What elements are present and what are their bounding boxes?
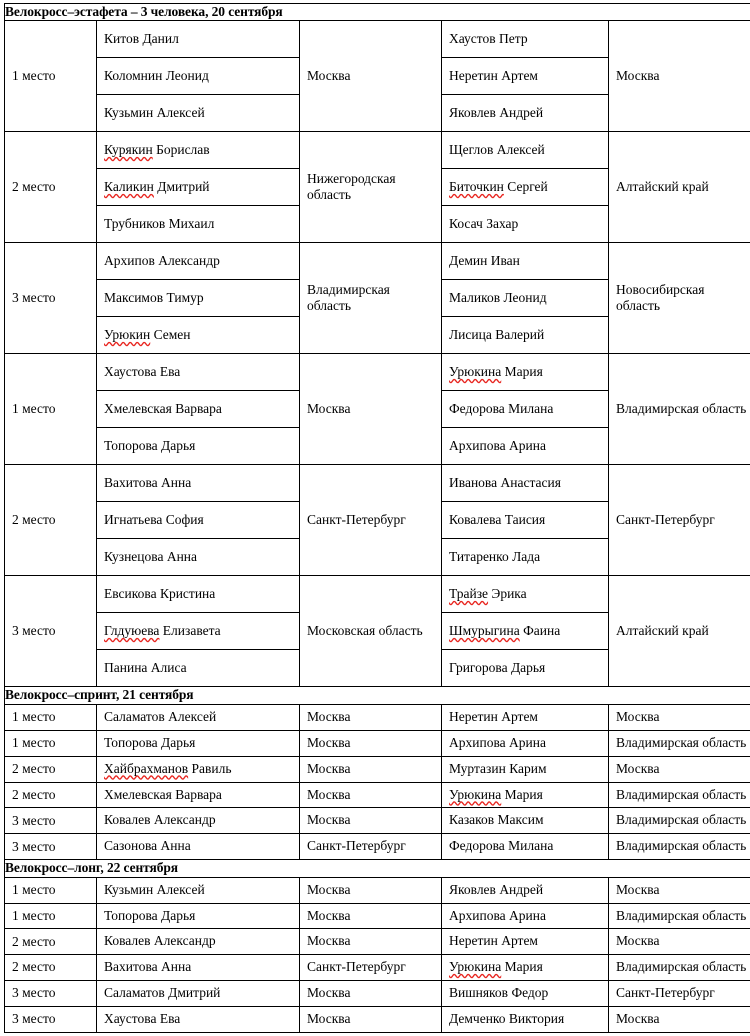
name-subrow xyxy=(442,132,608,169)
athlete-name-label: Хаустова Ева xyxy=(104,1011,181,1027)
region-cell xyxy=(609,808,750,834)
place-label: 2 место xyxy=(12,179,56,195)
place-label: 1 место xyxy=(12,907,56,923)
place-label: 3 место xyxy=(12,623,56,639)
name-subrow xyxy=(442,428,608,465)
region-label: Москва xyxy=(307,907,351,923)
region-label: Москва xyxy=(307,401,351,417)
table-row xyxy=(5,877,750,903)
place-label: 3 место xyxy=(12,290,56,306)
athlete-name: Курякин Борислав xyxy=(97,132,299,169)
name-subrow xyxy=(97,243,299,280)
athlete-name: Шмурыгина Фаина xyxy=(442,613,608,650)
athlete-name-cell xyxy=(97,808,300,834)
female-names-cell xyxy=(442,354,609,465)
male-region-cell xyxy=(300,243,442,354)
athlete-name: Кузьмин Алексей xyxy=(104,105,205,121)
name-subrow xyxy=(442,280,608,317)
athlete-name-cell xyxy=(97,834,300,860)
athlete-name-label: Сазонова Анна xyxy=(104,838,191,854)
region-cell xyxy=(300,929,442,955)
name-subrow xyxy=(97,576,299,613)
athlete-name: Иванова Анастасия xyxy=(442,465,608,502)
region-label: Москва xyxy=(616,1011,660,1027)
region-cell xyxy=(300,730,442,756)
section-header-row xyxy=(5,4,750,21)
athlete-name: Китов Данил xyxy=(97,21,299,58)
place-label: 1 место xyxy=(12,709,56,725)
name-subrow xyxy=(442,58,608,95)
table-row xyxy=(5,243,750,354)
athlete-name: Косач Захар xyxy=(449,216,519,232)
athlete-name-label: Хмелевская Варвара xyxy=(104,786,222,802)
place-cell xyxy=(5,808,97,834)
athlete-name: Титаренко Лада xyxy=(449,549,541,565)
athlete-name-cell xyxy=(442,1007,609,1033)
place-label: 3 место xyxy=(12,812,56,828)
athlete-name-label: Архипова Арина xyxy=(449,907,546,923)
region-cell xyxy=(609,834,750,860)
region-cell xyxy=(300,756,442,782)
athlete-name-cell xyxy=(442,730,609,756)
place-cell xyxy=(5,782,97,808)
place-label: 3 место xyxy=(12,838,56,854)
table-row xyxy=(5,465,750,576)
place-cell xyxy=(5,756,97,782)
athlete-name-label: Хайбрахманов Равиль xyxy=(104,760,232,776)
female-names-cell xyxy=(442,465,609,576)
athlete-name: Маликов Леонид xyxy=(442,280,608,317)
table-row xyxy=(5,834,750,860)
name-subrow xyxy=(97,58,299,95)
place-cell xyxy=(5,576,97,687)
place-cell xyxy=(5,243,97,354)
athlete-name: Коломнин Леонид xyxy=(97,58,299,95)
region-label: Москва xyxy=(307,786,351,802)
athlete-name: Урюкин Семен xyxy=(104,327,191,343)
name-subrow xyxy=(97,539,299,576)
region-label: Санкт-Петербург xyxy=(616,512,715,528)
athlete-name: Неретин Артем xyxy=(442,58,608,95)
female-names-cell xyxy=(442,243,609,354)
athlete-name-label: Вахитова Анна xyxy=(104,959,192,975)
name-subrow xyxy=(442,21,608,58)
place-cell xyxy=(5,704,97,730)
results-table xyxy=(4,3,750,1033)
male-region-cell xyxy=(300,354,442,465)
female-region-cell xyxy=(609,21,750,132)
athlete-name-cell xyxy=(442,704,609,730)
region-cell xyxy=(300,877,442,903)
place-label: 1 место xyxy=(12,735,56,751)
athlete-name-cell xyxy=(442,834,609,860)
athlete-name-label: Казаков Максим xyxy=(449,812,544,828)
region-cell xyxy=(609,981,750,1007)
section-header-row xyxy=(5,687,750,704)
athlete-name: Трубников Михаил xyxy=(104,216,215,232)
place-cell xyxy=(5,929,97,955)
athlete-name-cell xyxy=(442,929,609,955)
name-subrow xyxy=(97,317,299,354)
region-label: Владимирская область xyxy=(616,401,747,417)
male-names-cell xyxy=(97,465,300,576)
athlete-name: Максимов Тимур xyxy=(97,280,299,317)
section-title-long: Велокросс–лонг, 22 сентября xyxy=(5,860,750,877)
region-label: Москва xyxy=(307,734,351,750)
male-region-cell xyxy=(300,465,442,576)
name-subrow xyxy=(97,169,299,206)
place-cell xyxy=(5,903,97,929)
region-cell xyxy=(300,834,442,860)
athlete-name: Трайзе Эрика xyxy=(442,576,608,613)
athlete-name-cell xyxy=(97,730,300,756)
section-title-sprint: Велокросс–спринт, 21 сентября xyxy=(5,687,750,704)
male-names-cell xyxy=(97,354,300,465)
place-cell xyxy=(5,21,97,132)
region-cell xyxy=(300,808,442,834)
region-cell xyxy=(609,1007,750,1033)
table-row xyxy=(5,576,750,687)
athlete-name: Топорова Дарья xyxy=(104,438,196,454)
athlete-name-cell xyxy=(442,782,609,808)
region-label: Санкт-Петербург xyxy=(616,985,715,1001)
athlete-name-cell xyxy=(97,1007,300,1033)
region-label: Москва xyxy=(307,708,351,724)
region-cell xyxy=(609,756,750,782)
region-label: Санкт-Петербург xyxy=(307,838,406,854)
athlete-name: Ковалева Таисия xyxy=(442,502,608,539)
athlete-name-label: Неретин Артем xyxy=(449,708,538,724)
region-cell xyxy=(300,903,442,929)
name-subrow xyxy=(97,132,299,169)
athlete-name-cell xyxy=(442,808,609,834)
region-label: Москва xyxy=(307,812,351,828)
athlete-name-label: Демченко Виктория xyxy=(449,1011,565,1027)
athlete-name: Архипова Арина xyxy=(449,438,546,454)
athlete-name-label: Урюкина Мария xyxy=(449,959,543,975)
table-row xyxy=(5,981,750,1007)
name-subrow xyxy=(442,502,608,539)
place-cell xyxy=(5,354,97,465)
region-cell xyxy=(609,877,750,903)
athlete-name: Федорова Милана xyxy=(442,391,608,428)
name-subrow xyxy=(442,317,608,354)
athlete-name-label: Кузьмин Алексей xyxy=(104,881,205,897)
region-label: Москва xyxy=(307,1011,351,1027)
place-label: 3 место xyxy=(12,1011,56,1027)
name-subrow xyxy=(442,206,608,243)
region-cell xyxy=(609,730,750,756)
region-label: Владимирская область xyxy=(616,734,747,750)
region-cell xyxy=(609,903,750,929)
region-label: Москва xyxy=(307,933,351,949)
name-subrow xyxy=(97,502,299,539)
athlete-name-label: Яковлев Андрей xyxy=(449,881,544,897)
place-label: 2 место xyxy=(12,933,56,949)
name-subrow xyxy=(442,95,608,132)
athlete-name-label: Ковалев Александр xyxy=(104,933,216,949)
athlete-name-cell xyxy=(442,955,609,981)
name-subrow xyxy=(442,613,608,650)
region-cell xyxy=(300,981,442,1007)
athlete-name-label: Топорова Дарья xyxy=(104,907,196,923)
athlete-name-cell xyxy=(97,981,300,1007)
athlete-name: Панина Алиса xyxy=(104,660,187,676)
table-row xyxy=(5,704,750,730)
athlete-name-cell xyxy=(442,903,609,929)
athlete-name-cell xyxy=(97,903,300,929)
region-label: Московская область xyxy=(307,623,423,639)
section-header-row xyxy=(5,860,750,877)
region-cell xyxy=(609,929,750,955)
name-subrow xyxy=(442,354,608,391)
region-label: Москва xyxy=(307,68,351,84)
athlete-name: Евсикова Кристина xyxy=(97,576,299,613)
region-label: Москва xyxy=(616,760,660,776)
male-region-cell xyxy=(300,132,442,243)
athlete-name: Игнатьева София xyxy=(97,502,299,539)
female-names-cell xyxy=(442,21,609,132)
male-names-cell xyxy=(97,21,300,132)
name-subrow xyxy=(97,465,299,502)
results-table-body xyxy=(5,4,750,1033)
place-label: 2 место xyxy=(12,512,56,528)
section-title-estafeta: Велокросс–эстафета – 3 человека, 20 сентября xyxy=(5,4,750,21)
table-row xyxy=(5,903,750,929)
place-cell xyxy=(5,465,97,576)
place-label: 1 место xyxy=(12,881,56,897)
region-label: Москва xyxy=(307,881,351,897)
region-label: Владимирская область xyxy=(616,959,747,975)
region-label: Москва xyxy=(616,881,660,897)
athlete-name-cell xyxy=(97,756,300,782)
region-cell xyxy=(300,704,442,730)
name-subrow xyxy=(97,280,299,317)
region-cell xyxy=(609,704,750,730)
athlete-name: Хаустов Петр xyxy=(442,21,608,58)
region-label: Нижегородская область xyxy=(307,170,396,203)
table-row xyxy=(5,21,750,132)
region-label: Санкт-Петербург xyxy=(307,512,406,528)
athlete-name-cell xyxy=(97,704,300,730)
name-subrow xyxy=(97,354,299,391)
place-cell xyxy=(5,730,97,756)
region-label: Алтайский край xyxy=(616,179,709,195)
athlete-name-label: Муртазин Карим xyxy=(449,760,547,776)
name-subrow xyxy=(442,576,608,613)
region-label: Новосибирская область xyxy=(616,281,705,314)
place-cell xyxy=(5,1007,97,1033)
region-label: Владимирская область xyxy=(616,786,747,802)
table-row xyxy=(5,756,750,782)
place-label: 2 место xyxy=(12,786,56,802)
region-label: Москва xyxy=(307,760,351,776)
athlete-name: Яковлев Андрей xyxy=(449,105,544,121)
athlete-name-cell xyxy=(97,955,300,981)
table-row xyxy=(5,730,750,756)
name-subrow xyxy=(442,465,608,502)
athlete-name-cell xyxy=(442,981,609,1007)
region-cell xyxy=(609,955,750,981)
place-cell xyxy=(5,955,97,981)
place-label: 1 место xyxy=(12,68,56,84)
table-row xyxy=(5,782,750,808)
region-label: Алтайский край xyxy=(616,623,709,639)
region-label: Владимирская область xyxy=(616,907,747,923)
female-region-cell xyxy=(609,465,750,576)
region-cell xyxy=(300,782,442,808)
athlete-name: Хмелевская Варвара xyxy=(97,391,299,428)
athlete-name: Лисица Валерий xyxy=(449,327,545,343)
region-label: Москва xyxy=(616,933,660,949)
place-cell xyxy=(5,834,97,860)
male-names-cell xyxy=(97,132,300,243)
name-subrow xyxy=(97,613,299,650)
female-region-cell xyxy=(609,354,750,465)
male-region-cell xyxy=(300,576,442,687)
athlete-name: Каликин Дмитрий xyxy=(97,169,299,206)
name-subrow xyxy=(97,650,299,687)
name-subrow xyxy=(97,391,299,428)
region-label: Санкт-Петербург xyxy=(307,959,406,975)
athlete-name-cell xyxy=(97,929,300,955)
athlete-name: Вахитова Анна xyxy=(97,465,299,502)
athlete-name: Биточкин Сергей xyxy=(442,169,608,206)
table-row xyxy=(5,955,750,981)
athlete-name: Демин Иван xyxy=(442,243,608,280)
name-subrow xyxy=(97,428,299,465)
female-names-cell xyxy=(442,132,609,243)
region-cell xyxy=(300,1007,442,1033)
athlete-name-cell xyxy=(442,756,609,782)
name-subrow xyxy=(442,169,608,206)
athlete-name-label: Архипова Арина xyxy=(449,734,546,750)
region-label: Владимирская область xyxy=(307,281,390,314)
name-subrow xyxy=(97,95,299,132)
female-region-cell xyxy=(609,243,750,354)
athlete-name-label: Урюкина Мария xyxy=(449,786,543,802)
athlete-name-label: Саламатов Алексей xyxy=(104,708,217,724)
athlete-name: Урюкина Мария xyxy=(442,354,608,391)
athlete-name-label: Саламатов Дмитрий xyxy=(104,985,221,1001)
athlete-name: Хаустова Ева xyxy=(97,354,299,391)
region-label: Москва xyxy=(616,68,660,84)
athlete-name: Архипов Александр xyxy=(97,243,299,280)
name-subrow xyxy=(442,539,608,576)
athlete-name-label: Вишняков Федор xyxy=(449,985,549,1001)
place-cell xyxy=(5,132,97,243)
athlete-name-cell xyxy=(442,877,609,903)
region-label: Владимирская область xyxy=(616,838,747,854)
male-names-cell xyxy=(97,243,300,354)
place-label: 2 место xyxy=(12,959,56,975)
female-region-cell xyxy=(609,132,750,243)
athlete-name: Глдуюева Елизавета xyxy=(97,613,299,650)
athlete-name: Кузнецова Анна xyxy=(104,549,198,565)
athlete-name-label: Топорова Дарья xyxy=(104,734,196,750)
place-cell xyxy=(5,981,97,1007)
name-subrow xyxy=(97,206,299,243)
place-label: 3 место xyxy=(12,985,56,1001)
region-label: Владимирская область xyxy=(616,812,747,828)
athlete-name: Щеглов Алексей xyxy=(442,132,608,169)
athlete-name-label: Неретин Артем xyxy=(449,933,538,949)
male-region-cell xyxy=(300,21,442,132)
athlete-name-label: Ковалев Александр xyxy=(104,812,216,828)
athlete-name-cell xyxy=(97,877,300,903)
female-names-cell xyxy=(442,576,609,687)
table-row xyxy=(5,929,750,955)
place-cell xyxy=(5,877,97,903)
name-subrow xyxy=(442,391,608,428)
name-subrow xyxy=(442,243,608,280)
table-row xyxy=(5,132,750,243)
athlete-name-label: Федорова Милана xyxy=(449,838,554,854)
male-names-cell xyxy=(97,576,300,687)
region-cell xyxy=(300,955,442,981)
name-subrow xyxy=(97,21,299,58)
athlete-name: Григорова Дарья xyxy=(449,660,546,676)
table-row xyxy=(5,808,750,834)
place-label: 2 место xyxy=(12,760,56,776)
region-label: Москва xyxy=(307,985,351,1001)
name-subrow xyxy=(442,650,608,687)
region-cell xyxy=(609,782,750,808)
place-label: 1 место xyxy=(12,401,56,417)
female-region-cell xyxy=(609,576,750,687)
table-row xyxy=(5,1007,750,1033)
athlete-name-cell xyxy=(97,782,300,808)
table-row xyxy=(5,354,750,465)
region-label: Москва xyxy=(616,708,660,724)
